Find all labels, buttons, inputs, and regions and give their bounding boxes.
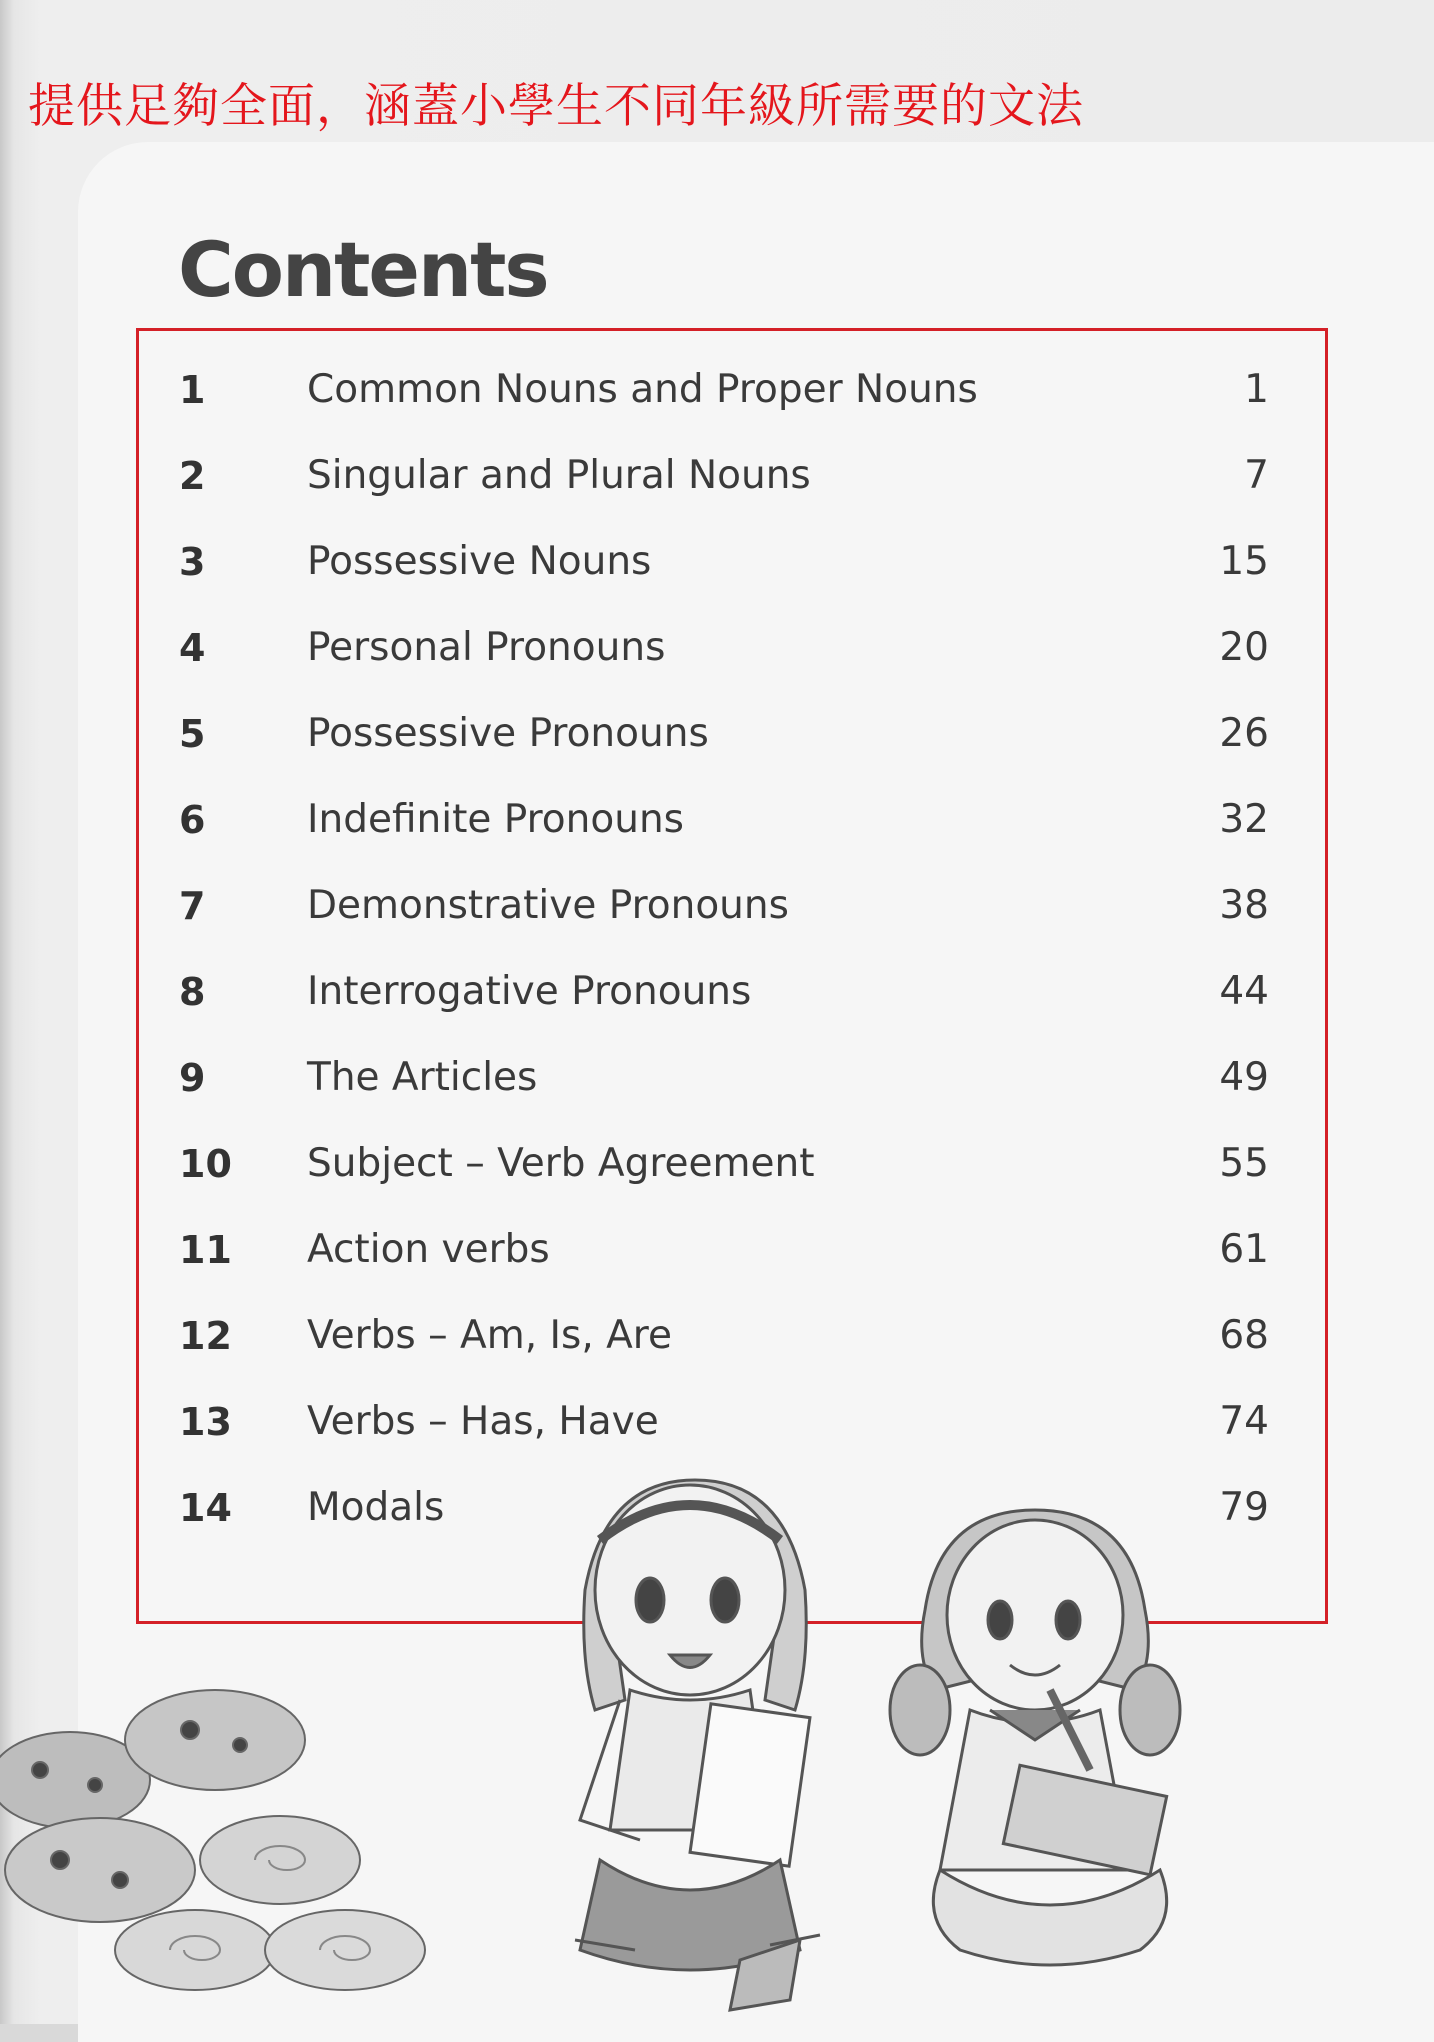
promo-banner: 提供足夠全面，涵蓋小學生不同年級所需要的文法 [28,79,1084,134]
list-item [139,1043,1325,1113]
page-number: 26 [1219,711,1269,756]
list-item [139,785,1325,855]
chapter-number: 8 [179,970,206,1014]
chapter-title: Action verbs [307,1227,550,1272]
chapter-number: 13 [179,1400,232,1444]
chapter-title: Personal Pronouns [307,625,666,670]
chapter-title: Demonstrative Pronouns [307,883,789,928]
chapter-title: Singular and Plural Nouns [307,453,811,498]
list-item [139,1215,1325,1285]
chapter-title: Verbs – Has, Have [307,1399,659,1444]
page-number: 61 [1219,1227,1269,1272]
list-item [139,1301,1325,1371]
page-number: 74 [1219,1399,1269,1444]
chapter-number: 9 [179,1056,206,1100]
chapter-number: 6 [179,798,206,842]
chapter-number: 5 [179,712,206,756]
chapter-number: 14 [179,1486,232,1530]
list-item [139,957,1325,1027]
list-item [139,527,1325,597]
chapter-title: The Articles [307,1055,538,1100]
page-number: 38 [1219,883,1269,928]
chapter-number: 1 [179,368,206,412]
page-number: 15 [1219,539,1269,584]
page-number: 1 [1244,367,1269,412]
cookies-icon [0,1690,425,1990]
page-number: 49 [1219,1055,1269,1100]
list-item [139,1129,1325,1199]
chapter-title: Subject – Verb Agreement [307,1141,815,1186]
chapter-title: Interrogative Pronouns [307,969,752,1014]
chapter-title: Possessive Nouns [307,539,652,584]
chapter-title: Common Nouns and Proper Nouns [307,367,978,412]
list-item [139,613,1325,683]
chapter-title: Modals [307,1485,445,1530]
page-number: 44 [1219,969,1269,1014]
chapter-title: Verbs – Am, Is, Are [307,1313,672,1358]
table-of-contents [136,328,1328,1624]
list-item [139,441,1325,511]
chapter-number: 7 [179,884,206,928]
chapter-number: 3 [179,540,206,584]
page-title: Contents [178,225,548,314]
chapter-number: 2 [179,454,206,498]
list-item [139,355,1325,425]
list-item [139,699,1325,769]
page-number: 68 [1219,1313,1269,1358]
chapter-number: 4 [179,626,206,670]
page-number: 7 [1244,453,1269,498]
list-item [139,871,1325,941]
chapter-title: Possessive Pronouns [307,711,709,756]
page-number: 20 [1219,625,1269,670]
chapter-number: 12 [179,1314,232,1358]
chapter-number: 10 [179,1142,232,1186]
chapter-title: Indefinite Pronouns [307,797,684,842]
page-number: 55 [1219,1141,1269,1186]
page-number: 32 [1219,797,1269,842]
chapter-number: 11 [179,1228,232,1272]
girl-cutting-paper-icon [575,1480,820,2010]
girl-reading-book-icon [890,1510,1180,1965]
page-number: 79 [1219,1485,1269,1530]
illustration [0,1440,1434,2024]
